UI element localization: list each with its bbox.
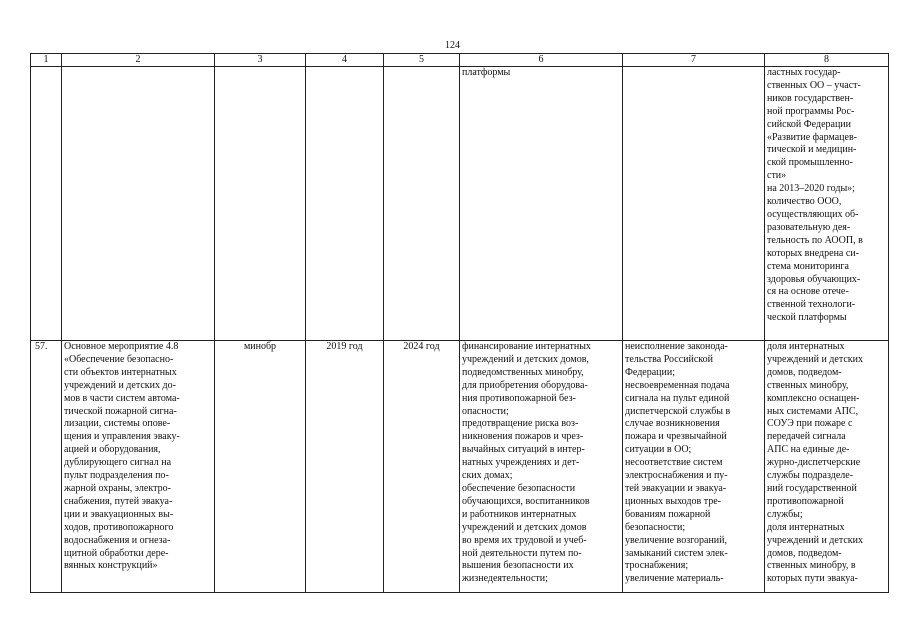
expected-result-cell — [460, 341, 623, 593]
column-header: 5 — [384, 54, 460, 67]
cell-text-line: опасности; — [462, 405, 509, 417]
cell-text-line: никновения пожаров и чрез- — [462, 431, 584, 443]
cell-text-line: ственной технологи- — [767, 299, 856, 311]
column-header: 2 — [62, 54, 215, 67]
consequences-cell — [623, 67, 765, 341]
cell-text-line: Федерации; — [625, 366, 676, 378]
cell-text-line: на 2013–2020 годы»; — [767, 183, 855, 195]
cell-text-line: увеличение возгораний, — [625, 534, 728, 546]
cell-text-line: натных учреждениях и дет- — [462, 457, 580, 469]
cell-text-line: обучающихся, воспитанников — [462, 495, 590, 507]
cell-text-line: вянных конструкций» — [64, 560, 158, 572]
executor-cell: минобр — [215, 341, 306, 593]
cell-text-line: вышения безопасности их — [462, 560, 574, 572]
cell-text-line: сти» — [767, 170, 787, 182]
cell-text-line: электроснабжения и пу- — [625, 470, 728, 482]
cell-text-line: жизнедеятельности; — [462, 573, 548, 585]
cell-text-line: платформы — [462, 67, 511, 78]
cell-text-line: троснабжения; — [625, 560, 689, 572]
cell-text-line: «Обеспечение безопасно- — [64, 353, 174, 365]
page-number: 124 — [445, 40, 460, 51]
executor-cell — [215, 67, 306, 341]
column-header: 3 — [215, 54, 306, 67]
cell-text-line: ственных минобру, — [767, 379, 849, 391]
cell-text-line: комплексно оснащен- — [767, 392, 860, 404]
cell-text-line: Основное мероприятие 4.8 — [64, 341, 179, 352]
cell-text-line: тической и медицин- — [767, 144, 857, 156]
measures-table — [30, 53, 889, 593]
indicators-cell — [765, 341, 889, 593]
column-header: 8 — [765, 54, 889, 67]
indicators-cell — [765, 67, 889, 341]
cell-text-line: тельность по АООП, в — [767, 234, 863, 246]
cell-text-line: водоснабжения и огнеза- — [64, 534, 171, 546]
cell-text-line: здоровья обучающих- — [767, 273, 861, 285]
cell-text-line: ния противопожарной без- — [462, 392, 576, 404]
cell-text-line: предотвращение риска воз- — [462, 418, 579, 430]
cell-text-line: ной программы Рос- — [767, 105, 855, 117]
cell-text-line: противопожарной — [767, 495, 844, 507]
cell-text-line: ластных государ- — [767, 67, 841, 78]
cell-text-line: ной деятельности путем по- — [462, 547, 582, 559]
measure-name-cell — [62, 67, 215, 341]
cell-text-line: ников государствен- — [767, 92, 854, 104]
consequences-cell — [623, 341, 765, 593]
cell-text-line: доля интернатных — [767, 341, 845, 352]
cell-text-line: учреждений и детских — [767, 534, 863, 546]
cell-text-line: службы подразделе- — [767, 470, 854, 482]
cell-text-line: обеспечение безопасности — [462, 482, 576, 494]
cell-text-line: разовательную дея- — [767, 221, 851, 233]
cell-text-line: учреждений и детских домов — [462, 521, 587, 533]
cell-text-line: жарной охраны, электро- — [64, 482, 171, 494]
cell-text-line: сти объектов интернатных — [64, 366, 177, 378]
cell-text-line: которых внедрена си- — [767, 247, 859, 259]
cell-text-line: бованиям пожарной — [625, 508, 711, 520]
cell-text-line: пожара и чрезвычайной — [625, 431, 727, 443]
cell-text-line: щения и управления эваку- — [64, 431, 180, 443]
cell-text-line: СОУЭ при пожаре с — [767, 418, 853, 430]
cell-text-line: которых пути эвакуа- — [767, 573, 858, 585]
cell-text-line: осуществляющих об- — [767, 208, 859, 220]
cell-text-line: ний государственной — [767, 482, 857, 494]
cell-text-line: финансирование интернатных — [462, 341, 591, 352]
cell-text-line: учреждений и детских — [767, 353, 863, 365]
expected-result-cell — [460, 67, 623, 341]
cell-text-line: диспетчерской службы в — [625, 405, 731, 417]
cell-text-line: для приобретения оборудова- — [462, 379, 588, 391]
cell-text-line: журно-диспетчерские — [767, 457, 861, 469]
column-header: 6 — [460, 54, 623, 67]
cell-text-line: дублирующего сигнал на — [64, 457, 172, 469]
cell-text-line: ацией и оборудования, — [64, 444, 161, 456]
cell-text-line: увеличение материаль- — [625, 573, 724, 585]
column-header: 7 — [623, 54, 765, 67]
column-header: 1 — [31, 54, 62, 67]
cell-text-line: ситуации в ОО; — [625, 444, 692, 456]
row-number-cell: 57. — [31, 341, 62, 593]
cell-text-line: щитной обработки дере- — [64, 547, 169, 559]
cell-text-line: безопасности; — [625, 521, 686, 533]
cell-text-line: сийской Федерации — [767, 118, 852, 130]
cell-text-line: несвоевременная подача — [625, 379, 730, 391]
end-year-cell: 2024 год — [384, 341, 460, 593]
cell-text-line: «Развитие фармацев- — [767, 131, 857, 143]
cell-text-line: вычайных ситуаций в интер- — [462, 444, 585, 456]
cell-text-line: мов в части систем автома- — [64, 392, 180, 404]
cell-text-line: и работников интернатных — [462, 508, 577, 520]
cell-text-line: учреждений и детских домов, — [462, 353, 589, 365]
cell-text-line: ции и эвакуационных вы- — [64, 508, 174, 520]
cell-text-line: количество ООО, — [767, 196, 842, 208]
cell-text-line: ходов, противопожарного — [64, 521, 174, 533]
cell-text-line: снабжения, путей эвакуа- — [64, 495, 173, 507]
cell-text-line: АПС на единые де- — [767, 444, 850, 456]
cell-text-line: замыканий систем элек- — [625, 547, 728, 559]
cell-text-line: лизации, системы опове- — [64, 418, 171, 430]
cell-text-line: несоответствие систем — [625, 457, 723, 469]
cell-text-line: ных системами АПС, — [767, 405, 859, 417]
start-year-cell — [306, 67, 384, 341]
cell-text-line: учреждений и детских до- — [64, 379, 176, 391]
cell-text-line: ся на основе отече- — [767, 286, 849, 298]
row-number-cell — [31, 67, 62, 341]
cell-text-line: ственных ОО – участ- — [767, 79, 861, 91]
cell-text-line: во время их трудовой и учеб- — [462, 534, 587, 546]
cell-text-line: тей эвакуации и эвакуа- — [625, 482, 727, 494]
cell-text-line: ских домах; — [462, 470, 513, 482]
cell-text-line: ческой платформы — [767, 312, 847, 324]
cell-text-line: ционных выходов тре- — [625, 495, 721, 507]
table-row — [31, 67, 889, 341]
column-header: 4 — [306, 54, 384, 67]
cell-text-line: домов, подведом- — [767, 547, 842, 559]
cell-text-line: случае возникновения — [625, 418, 720, 430]
cell-text-line: доля интернатных — [767, 521, 845, 533]
cell-text-line: сигнала на пульт единой — [625, 392, 730, 404]
cell-text-line: ской промышленно- — [767, 157, 854, 169]
table-row — [31, 341, 889, 593]
start-year-cell: 2019 год — [306, 341, 384, 593]
cell-text-line: передачей сигнала — [767, 431, 846, 443]
cell-text-line: подведомственных минобру, — [462, 366, 584, 378]
cell-text-line: неисполнение законода- — [625, 341, 728, 352]
end-year-cell — [384, 67, 460, 341]
cell-text-line: ственных минобру, в — [767, 560, 856, 572]
cell-text-line: тической пожарной сигна- — [64, 405, 177, 417]
cell-text-line: стема мониторинга — [767, 260, 849, 272]
cell-text-line: службы; — [767, 508, 803, 520]
table-header-row — [31, 54, 889, 67]
cell-text-line: пульт подразделения по- — [64, 470, 169, 482]
cell-text-line: тельства Российской — [625, 353, 713, 365]
measure-name-cell — [62, 341, 215, 593]
cell-text-line: домов, подведом- — [767, 366, 842, 378]
